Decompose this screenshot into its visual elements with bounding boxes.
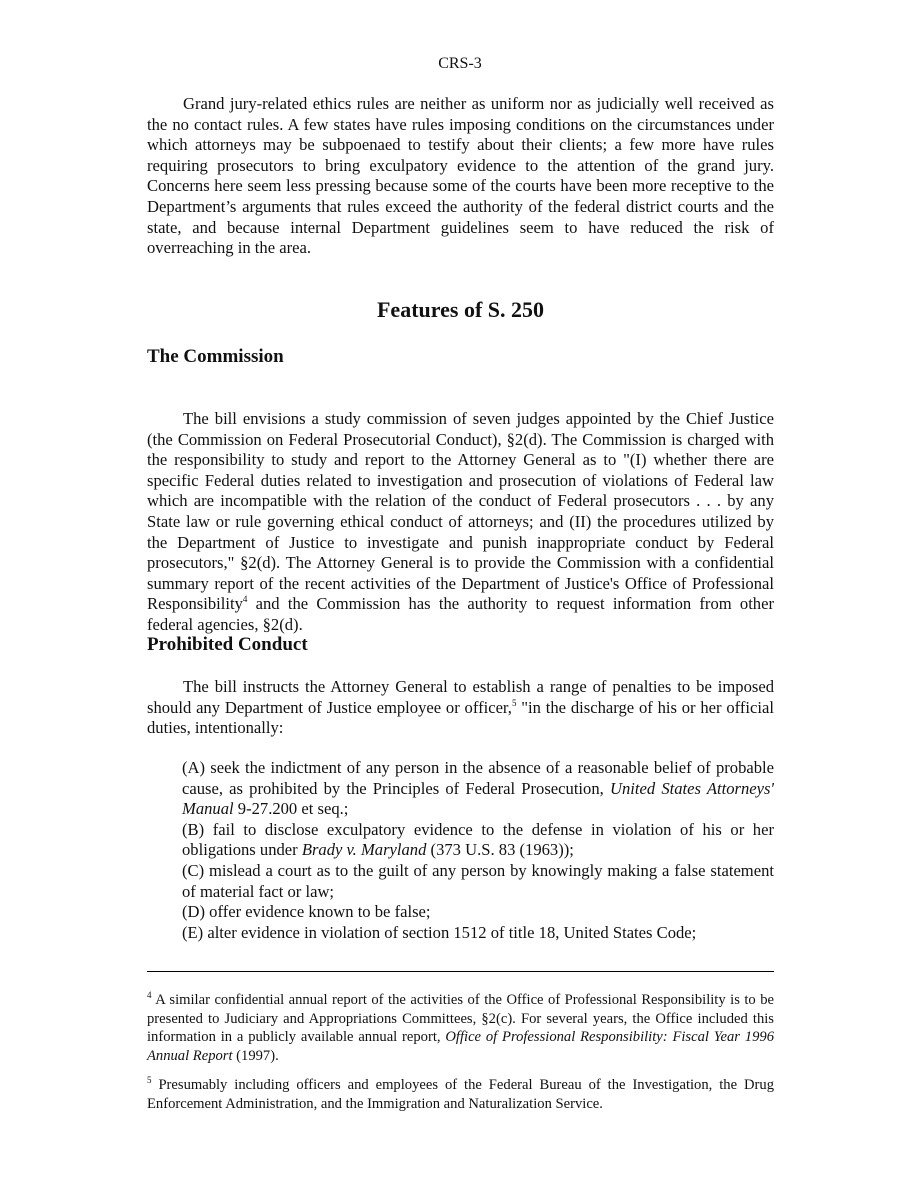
prohibited-conduct-list (182, 758, 774, 943)
item-b-text: (B) fail to disclose exculpatory evidence to the defense in violation of his or her obligations under (182, 819, 774, 860)
footnote-5-mark: 5 (147, 1075, 152, 1085)
commission-text-tail: and the Commission has the authority to request information from other federal agencies, §2(d). (147, 594, 774, 634)
commission-paragraph (147, 409, 774, 636)
footnote-4-tail: (1997). (232, 1047, 279, 1064)
list-item (182, 758, 774, 820)
prohibited-text-tail: "in the discharge of his or her official duties, intentionally: (147, 697, 774, 738)
list-item: (E) alter evidence in violation of section 1512 of title 18, United States Code; (182, 922, 697, 942)
item-a-citation: United States Attorneys' Manual (182, 778, 774, 819)
commission-text: The bill envisions a study commission of seven judges appointed by the Chief Justice (the Commission on Federal Prosecutorial Conduct), §2(d). The Commission is charged with the responsibility to study and report to the Attorney General as to "(I) whether there are specific Federal duties related to investigation and prosecution of violations of Federal law which are incompatible with the relation of the conduct of Federal prosecutors . . . by any State law or rule governing ethical conduct of attorneys; and (II) the procedures utilized by the Department of Justice to investigate and punish inappropriate conduct by Federal prosecutors," §2(d). The Attorney General is to provide the Commission with a confidential summary report of the recent activities of the Department of Justice's Office of Professional Responsibility (147, 409, 774, 614)
item-b-tail: (373 U.S. 83 (1963)); (426, 840, 574, 860)
footnote-4-mark: 4 (147, 990, 152, 1000)
item-a-tail: 9-27.200 et seq.; (233, 799, 349, 819)
footnote-4-text: A similar confidential annual report of the activities of the Office of Professional Responsibility is to be presented to Judiciary and Appropriations Committees, §2(c). For several years, the Office included this information in a publicly available annual report, (147, 992, 774, 1045)
footnote-4-citation: Office of Professional Responsibility: Fiscal Year 1996 Annual Report (147, 1029, 774, 1064)
section-title: Features of S. 250 (376, 297, 545, 322)
footnote-5-text: Presumably including officers and employees of the Federal Bureau of the Investigation, the Drug Enforcement Administration, and the Immigration and Naturalization Service. (147, 1077, 774, 1112)
item-b-citation: Brady v. Maryland (301, 840, 427, 860)
footnote-ref-4[interactable]: 4 (242, 594, 248, 605)
page-number-header: CRS-3 (438, 55, 482, 72)
prohibited-conduct-heading: Prohibited Conduct (147, 634, 308, 655)
list-item (182, 820, 774, 861)
list-item: (C) mislead a court as to the guilt of any person by knowingly making a false statement of material fact or law; (182, 860, 774, 901)
footnote-ref-5[interactable]: 5 (511, 697, 517, 708)
footnote-4 (147, 991, 774, 1065)
footnote-5 (147, 1076, 774, 1113)
item-a-text: (A) seek the indictment of any person in the absence of a reasonable belief of probable cause, as prohibited by the Principles of Federal Prosecution, (182, 758, 774, 798)
prohibited-text: The bill instructs the Attorney General to establish a range of penalties to be imposed should any Department of Justice employee or officer, (147, 677, 774, 717)
list-item: (D) offer evidence known to be false; (182, 902, 431, 922)
footnote-divider (147, 971, 774, 972)
prohibited-paragraph (147, 677, 774, 739)
commission-heading: The Commission (147, 346, 284, 367)
intro-paragraph: Grand jury-related ethics rules are neither as uniform nor as judicially well received as the no contact rules. A few states have rules imposing conditions on the circumstances under which attorneys may be subpoenaed to testify about their clients; a few more have rules requiring prosecutors to bring exculpatory evidence to the attention of the grand jury. Concerns here seem less pressing because some of the courts have been more receptive to the Department’s arguments that rules exceed the authority of the federal district courts and the state, and because internal Department guidelines seem to have reduced the risk of overreaching in the area. (147, 94, 774, 258)
